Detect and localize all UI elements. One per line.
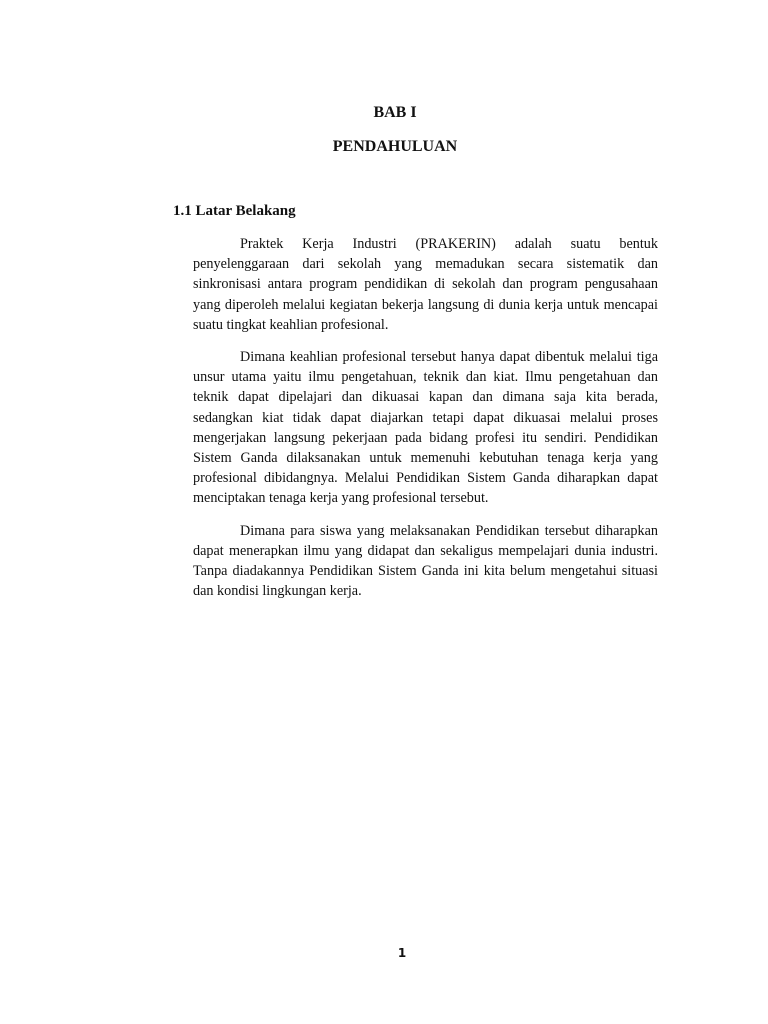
body-text [193,234,658,613]
section-heading: 1.1 Latar Belakang [173,203,296,219]
chapter-title: PENDAHULUAN [332,138,458,155]
paragraph: Praktek Kerja Industri (PRAKERIN) adalah suatu bentuk penyelenggaraan dari sekolah yang memadukan secara sistematik dan sinkronisasi antara program pendidikan di sekolah dan program pengusahaan yang diperoleh melalui kegiatan bekerja langsung di dunia kerja untuk mencapai suatu tingkat keahlian profesional. [193,236,658,333]
page-number: 1 [397,946,407,960]
paragraph: Dimana keahlian profesional tersebut hanya dapat dibentuk melalui tiga unsur utama yaitu ilmu pengetahuan, teknik dan kiat. Ilmu pengetahuan dan teknik dapat dipelajari dan dikuasai kapan dan dimana saja kita berada, sedangkan kiat tidak dapat diajarkan tetapi dapat dikuasai melalui proses mengerjakan langsung pekerjaan pada bidang profesi itu sendiri. Pendidikan Sistem Ganda dilaksanakan untuk memenuhi kebutuhan tenaga kerja yang profesional dibidangnya. Melalui Pendidikan Sistem Ganda diharapkan dapat menciptakan tenaga kerja yang profesional tersebut. [193,349,658,507]
chapter-number: BAB I [373,104,417,121]
paragraph: Dimana para siswa yang melaksanakan Pendidikan tersebut diharapkan dapat menerapkan ilmu yang didapat dan sekaligus mempelajari dunia industri. Tanpa diadakannya Pendidikan Sistem Ganda ini kita belum mengetahui situasi dan kondisi lingkungan kerja. [193,522,658,600]
